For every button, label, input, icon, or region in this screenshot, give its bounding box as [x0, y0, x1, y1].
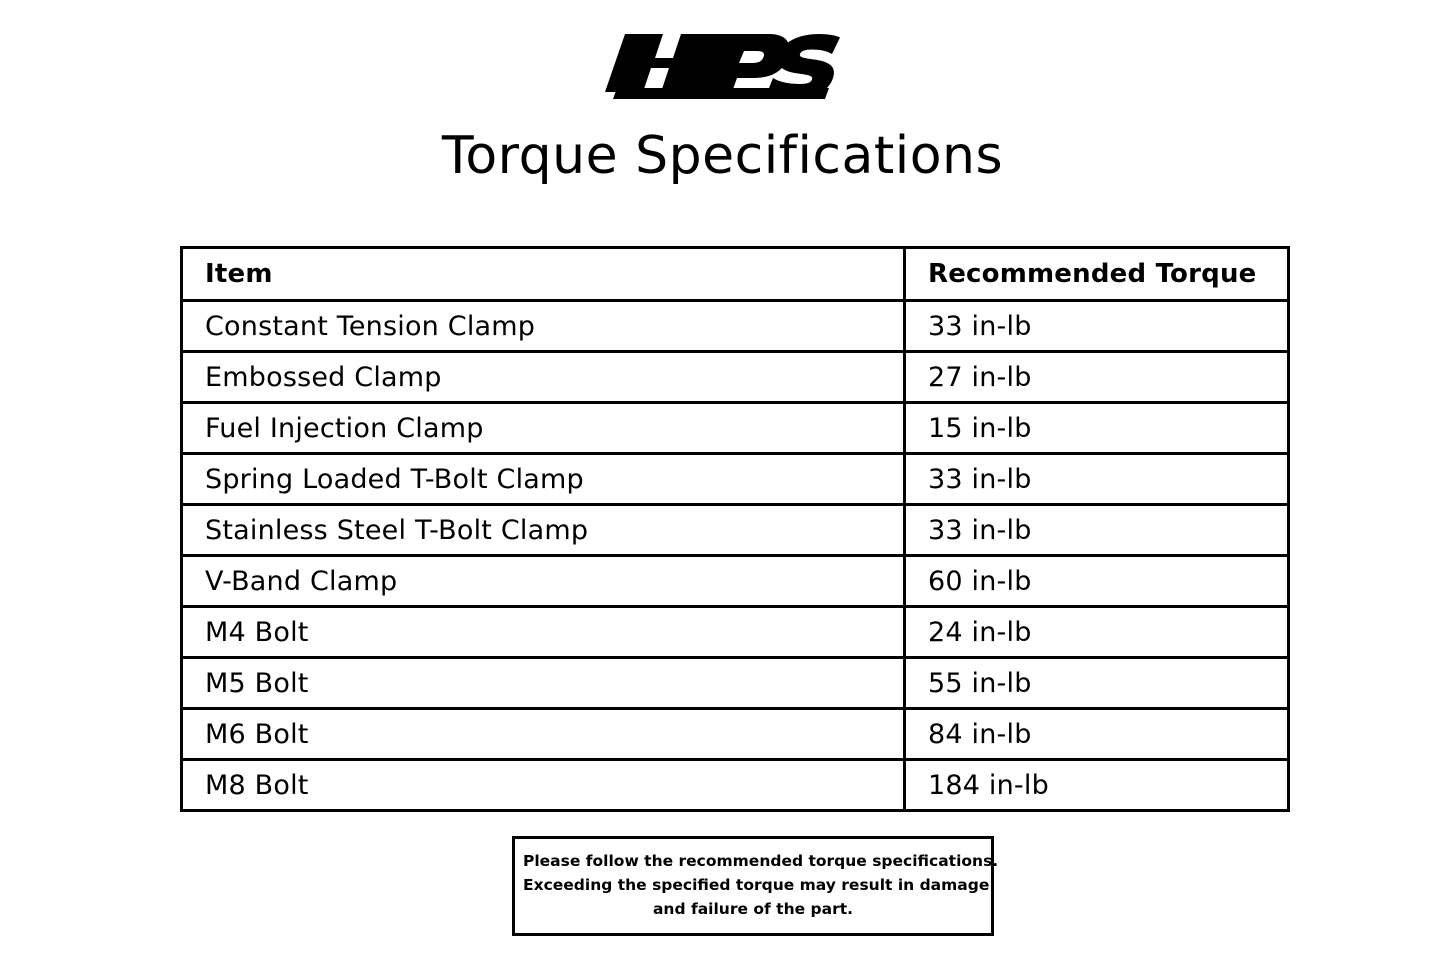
table-row	[182, 403, 1289, 454]
table-row	[182, 607, 1289, 658]
cell-torque: 55 in-lb	[905, 658, 1289, 709]
cell-item: M4 Bolt	[182, 607, 905, 658]
cell-torque: 27 in-lb	[905, 352, 1289, 403]
table-row	[182, 658, 1289, 709]
torque-table	[180, 246, 1290, 812]
cell-torque: 24 in-lb	[905, 607, 1289, 658]
page-title: Torque Specifications	[441, 126, 1004, 186]
cell-torque: 33 in-lb	[905, 505, 1289, 556]
cell-torque: 33 in-lb	[905, 301, 1289, 352]
cell-item: M6 Bolt	[182, 709, 905, 760]
note-line-3: and failure of the part.	[652, 900, 854, 919]
hps-logo	[603, 30, 843, 102]
cell-torque: 184 in-lb	[905, 760, 1289, 811]
cell-torque: 84 in-lb	[905, 709, 1289, 760]
cell-torque: 60 in-lb	[905, 556, 1289, 607]
cell-item: Fuel Injection Clamp	[182, 403, 905, 454]
cell-item: Embossed Clamp	[182, 352, 905, 403]
note-line-2: Exceeding the specified torque may result in damage	[523, 876, 990, 895]
table-row	[182, 301, 1289, 352]
brand-logo-container	[0, 30, 1445, 102]
note-line-1: Please follow the recommended torque specifications.	[523, 852, 999, 870]
torque-table-container	[180, 246, 1287, 812]
column-header-recommended-torque: Recommended Torque	[905, 248, 1289, 301]
cell-item: M5 Bolt	[182, 658, 905, 709]
table-row	[182, 760, 1289, 811]
table-row	[182, 709, 1289, 760]
table-row	[182, 505, 1289, 556]
table-header-row	[182, 248, 1289, 301]
cell-item: Constant Tension Clamp	[182, 301, 905, 352]
warning-note-box	[512, 836, 999, 936]
table-row	[182, 352, 1289, 403]
cell-torque: 33 in-lb	[905, 454, 1289, 505]
table-row	[182, 454, 1289, 505]
cell-torque: 15 in-lb	[905, 403, 1289, 454]
column-header-item: Item	[182, 248, 905, 301]
cell-item: V-Band Clamp	[182, 556, 905, 607]
cell-item: M8 Bolt	[182, 760, 905, 811]
cell-item: Spring Loaded T-Bolt Clamp	[182, 454, 905, 505]
table-row	[182, 556, 1289, 607]
cell-item: Stainless Steel T-Bolt Clamp	[182, 505, 905, 556]
